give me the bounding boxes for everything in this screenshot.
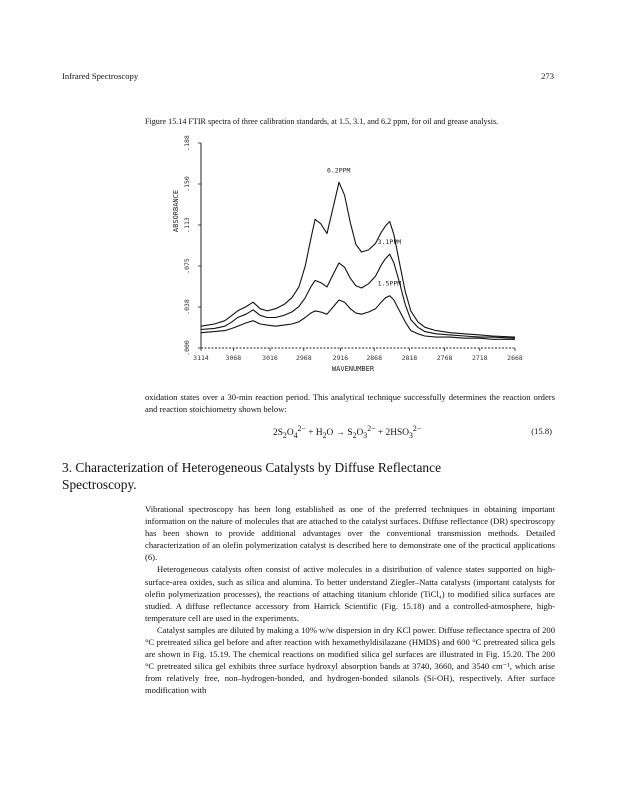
y-axis-ticks [183,135,201,356]
eq-water-sub: 2 [322,431,327,440]
y-tick-label: .150 [183,176,191,192]
eq-lhs-coef: 2S [273,428,283,439]
intro-text: oxidation states over a 30-min reaction period. This analytical technique successfully determines the reaction orders and reaction stoichiometry shown below: [145,392,555,415]
x-tick-label: 2916 [332,354,349,362]
equation-15-8 [145,424,555,440]
paragraph-1: Vibrational spectroscopy has been long established as one of the preferred techniques in obtaining important information on the nature of molecules that are attached to the catalyst surfaces. Diffuse reflectance (DR) spectroscopy has been shown to provide additional advantages over the conventional transmission methods. Detailed characterization of an olefin polymerization catalyst is described here to demonstrate one of the practical applications (6). [145,504,555,563]
series-label: 6.2PPM [326,166,351,175]
y-tick-label: .188 [183,135,191,151]
x-tick-label: 2668 [507,354,523,362]
x-tick-label: 2768 [436,354,453,362]
spectrum-line-3-1ppm [201,254,515,338]
x-tick-label: 3114 [193,354,209,362]
y-tick-label: .038 [183,299,191,315]
x-tick-label: 3068 [225,354,242,362]
equation-body [273,424,421,440]
eq-rhs-charge: 2− [367,424,376,433]
eq-rhs-tail: + 2HSO [375,428,409,439]
y-tick-label: .113 [183,217,191,233]
paragraph-2: Heterogeneous catalysts often consist of active molecules in a distribution of valence states supported on high-surface-area oxides, such as silica and alumina. To better understand Ziegler–Natta catalysts (important catalysts for olefin polymerization processes), the reactions of attaching titanium chloride (TiCl₄) to modified silica surfaces are studied. A diffuse reflectance accessory from Harrick Scientific (Fig. 15.18) and a controlled-atmosphere, high-temperature cell are used in the experiments. [145,564,555,623]
eq-lhs-sub2: 4 [293,431,298,440]
x-axis-label: WAVENUMBER [331,365,375,373]
eq-lhs-sub1: 2 [282,431,287,440]
x-tick-label: 2868 [366,354,383,362]
series-label: 3.1PPM [377,238,402,247]
plot-frame [201,143,515,348]
x-tick-label: 2718 [471,354,488,362]
body-text [145,503,555,697]
ftir-spectra-chart [165,133,530,378]
x-tick-label: 2818 [401,354,418,362]
eq-rhs-o: O [356,428,364,439]
section-heading: 3. Characterization of Heterogeneous Catalysts by Diffuse Reflectance Spectroscopy. [62,460,442,492]
eq-lhs-charge: 2− [297,424,306,433]
spectrum-line-1-5ppm [201,296,515,340]
eq-water-o: O → S [326,428,353,439]
y-tick-label: .000 [183,340,191,356]
eq-tail-charge: 2− [412,424,422,433]
eq-lhs-o: O [286,428,294,439]
paragraph-3: Catalyst samples are diluted by making a 10% w/w dispersion in dry KCl power. Diffuse reflectance spectra of 200 °C pretreated silica gel before and after reaction with hexamethyldisilazane (HMDS) and 600 °C pretreated silica gels are shown in Fig. 15.19. The chemical reactions on modified silica gel surfaces are illustrated in Fig. 15.20. The 200 °C pretreated silica gel exhibits three surface hydroxyl absorption bands at 3740, 3660, and 3540 cm⁻¹, which arise from relatively free, non–hydrogen-bonded, and hydrogen-bonded silanols (Si-OH), respectively. After surface modification with [145,624,555,696]
page-number: 273 [541,71,554,81]
running-head [62,71,554,81]
series-group [201,166,515,339]
eq-rhs-sub1: 2 [352,431,357,440]
eq-tail-sub: 3 [408,431,413,440]
intro-paragraph [145,391,555,415]
equation-number: (15.8) [531,426,552,436]
series-label: 1.5PPM [377,279,402,288]
x-tick-label: 2968 [295,354,312,362]
x-tick-label: 3016 [262,354,278,362]
figure-caption: Figure 15.14 FTIR spectra of three calibration standards, at 1.5, 3.1, and 6.2 ppm, for oil and grease analysis. [145,117,499,126]
y-tick-label: .075 [183,258,191,274]
y-axis-label: ABSORBANCE [172,189,180,233]
eq-plus-water: + H [305,428,323,439]
x-axis-ticks [193,348,523,362]
eq-rhs-sub2: 3 [363,431,368,440]
running-head-title: Infrared Spectroscopy [62,71,139,81]
